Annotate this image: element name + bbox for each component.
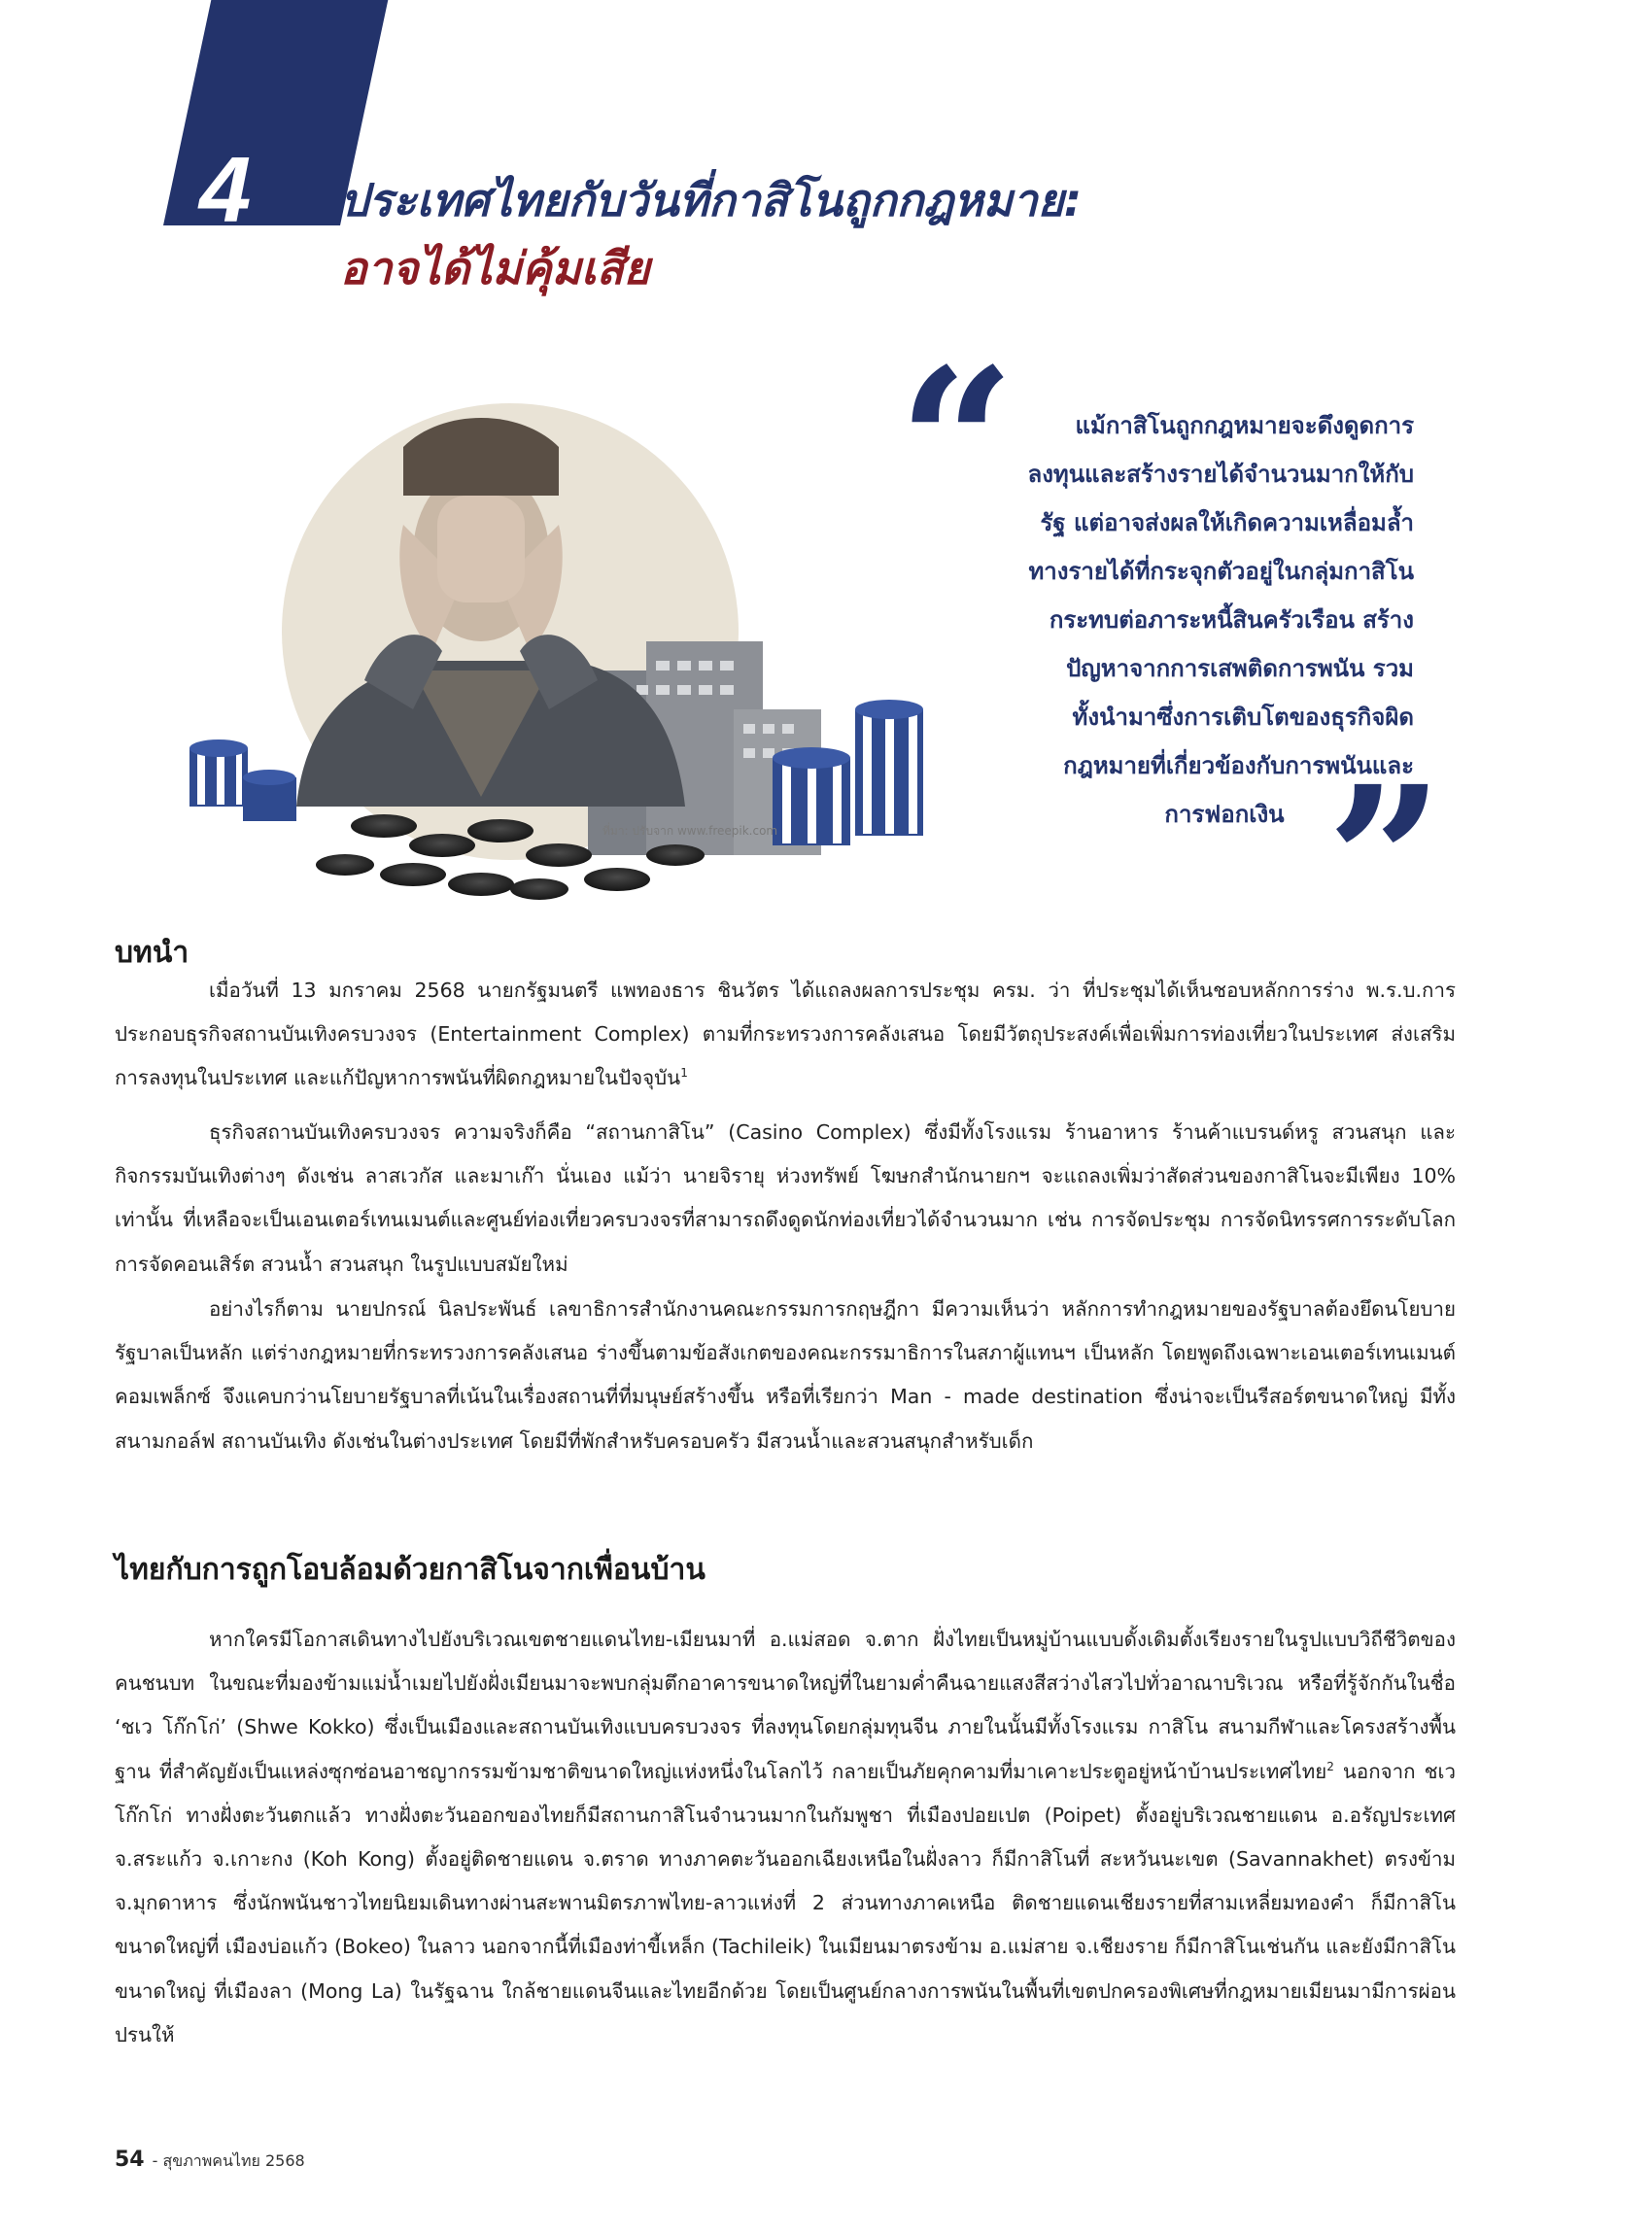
hero-illustration [189,389,967,904]
quote-line: กฎหมายที่เกี่ยวข้องกับการพนันและ [1063,752,1414,779]
publication-name: - สุขภาพคนไทย 2568 [152,2151,305,2170]
quote-line: ทางรายได้ที่กระจุกตัวอยู่ในกลุ่มกาสิโน [1028,558,1414,585]
chapter-number: 4 [199,138,252,242]
quote-line: ทั้งนำมาซึ่งการเติบโตของธุรกิจผิด [1072,704,1414,731]
footnote-ref: 1 [680,1066,688,1081]
chip-stack-left [189,739,296,821]
quote-line: กระทบต่อภาระหนี้สินครัวเรือน สร้าง [1049,606,1414,634]
paragraph-text: นอกจาก ชเว โก๊กโก่ ทางฝั่งตะวันตกแล้ว ทางฝั่งตะวันออกของไทยก็มีสถานกาสิโนจำนวนมากในกัมพูชา ที่เมืองปอยเปต (Poipet) ตั้งอยู่บริเวณชายแดน อ.อรัญประเทศ จ.สระแก้ว จ.เกาะกง (Koh Kong) ตั้งอยู่ติดชายแดน จ.ตราด ทางภาคตะวันออกเฉียงเหนือในฝั่งลาว ก็มีกาสิโนที่ สะหวันนะเขต (Savannakhet) ตรงข้าม จ.มุกดาหาร ซึ่งนักพนันชาวไทยนิยมเดินทางผ่านสะพานมิตรภาพไทย-ลาวแห่งที่ 2 ส่วนทางภาคเหนือ ติดชายแดนเชียงรายที่สามเหลี่ยมทองคำ ก็มีกาสิโนขนาดใหญ่ที่ เมืองบ่อแก้ว (Bokeo) ในลาว นอกจากนี้ที่เมืองท่าขี้เหล็ก (Tachileik) ในเมียนมาตรงข้าม อ.แม่สาย จ.เชียงราย ก็มีกาสิโนเช่นกัน และยังมีกาสิโนขนาดใหญ่ ที่เมืองลา (Mong La) ในรัฐฉาน ใกล้ชายแดนจีนและไทยอีกด้วย โดยเป็นศูนย์กลางการพนันในพื้นที่เขตปกครองพิเศษที่กฎหมายเมียนมามีการผ่อนปรนให้ [115,1759,1457,2046]
paragraph-text: หากใครมีโอกาสเดินทางไปยังบริเวณเขตชายแดนไทย-เมียนมาที่ อ.แม่สอด จ.ตาก ฝั่งไทยเป็นหมู่บ้านแบบดั้งเดิมตั้งเรียงรายในรูปแบบวิถีชีวิตของคนชนบท ในขณะที่มองข้ามแม่น้ำเมยไปยังฝั่งเมียนมาจะพบกลุ่มตึกอาคารขนาดใหญ่ที่ในยามค่ำคืนฉายแสงสีสว่างไสวไปทั่วอาณาบริเวณ หรือที่รู้จักกันในชื่อ ‘ชเว โก๊กโก่’ (Shwe Kokko) ซึ่งเป็นเมืองและสถานบันเทิงแบบครบวงจร ที่ลงทุนโดยกลุ่มทุนจีน ภายในนั้นมีทั้งโรงแรม กาสิโน สนามกีฬาและโครงสร้างพื้นฐาน ที่สำคัญยังเป็นแหล่งซุกซ่อนอาชญากรรมข้ามชาติขนาดใหญ่แห่งหนึ่งในโลกไว้ กลายเป็นภัยคุกคามที่มาเคาะประตูอยู่หน้าบ้านประเทศไทย [115,1628,1456,1783]
page-number: 54 [115,2148,145,2172]
intro-paragraph-1 [115,969,1456,1101]
quote-line: ปัญหาจากการเสพติดการพนัน รวม [1066,655,1414,682]
stressed-gambler-image [189,389,967,904]
chapter-title-line2: อาจได้ไม่คุ้มเสีย [340,242,650,294]
neighbors-paragraph [115,1618,1456,2057]
image-credit: ที่มา: ปรับจาก www.freepik.com [602,824,778,838]
neighbors-heading: ไทยกับการถูกโอบล้อมด้วยกาสิโนจากเพื่อนบ้าน [115,1553,706,1587]
intro-heading: บทนำ [115,936,189,970]
page-footer [115,2148,305,2174]
paragraph-text: เมื่อวันที่ 13 มกราคม 2568 นายกรัฐมนตรี แพทองธาร ชินวัตร ได้แถลงผลการประชุม ครม. ว่า ที่ประชุมได้เห็นชอบหลักการร่าง พ.ร.บ.การประกอบธุรกิจสถานบันเทิงครบวงจร (Entertainment Complex) ตามที่กระทรวงการคลังเสนอ โดยมีวัตถุประสงค์เพื่อเพิ่มการท่องเที่ยวในประเทศ ส่งเสริมการลงทุนในประเทศ และแก้ปัญหาการพนันที่ผิดกฎหมายในปัจจุบัน [115,979,1456,1090]
quote-line: แม้กาสิโนถูกกฎหมายจะดึงดูดการ [1075,412,1414,439]
chapter-title-line1: ประเทศไทยกับวันที่กาสิโนถูกกฎหมาย: [340,174,1083,226]
intro-paragraph-3: อย่างไรก็ตาม นายปกรณ์ นิลประพันธ์ เลขาธิการสำนักงานคณะกรรมการกฤษฎีกา มีความเห็นว่า หลักการทำกฎหมายของรัฐบาลต้องยึดนโยบายรัฐบาลเป็นหลัก แต่ร่างกฎหมายที่กระทรวงการคลังเสนอ ร่างขึ้นตามข้อสังเกตของคณะกรรมาธิการในสภาผู้แทนฯ เป็นหลัก โดยพูดถึงเฉพาะเอนเตอร์เทนเมนต์คอมเพล็กซ์ จึงแคบกว่านโยบายรัฐบาลที่เน้นในเรื่องสถานที่ที่มนุษย์สร้างขึ้น หรือที่เรียกว่า Man - made destination ซึ่งน่าจะเป็นรีสอร์ตขนาดใหญ่ มีทั้งสนามกอล์ฟ สถานบันเทิง ดังเช่นในต่างประเทศ โดยมีที่พักสำหรับครอบครัว มีสวนน้ำและสวนสนุกสำหรับเด็ก [115,1297,1456,1453]
open-quote-mark: “ [898,324,1015,564]
intro-paragraph-2: ธุรกิจสถานบันเทิงครบวงจร ความจริงก็คือ “สถานกาสิโน” (Casino Complex) ซึ่งมีทั้งโรงแรม ร้านอาหาร ร้านค้าแบรนด์หรู สวนสนุก และกิจกรรมบันเทิงต่างๆ ดังเช่น ลาสเวกัส และมาเก๊า นั่นเอง แม้ว่า นายจิรายุ ห่วงทรัพย์ โฆษกสำนักนายกฯ จะแถลงเพิ่มว่าสัดส่วนของกาสิโนจะมีเพียง 10% เท่านั้น ที่เหลือจะเป็นเอนเตอร์เทนเมนต์และศูนย์ท่องเที่ยวครบวงจรที่สามารถดึงดูดนักท่องเที่ยวได้จำนวนมาก เช่น การจัดประชุม การจัดนิทรรศการระดับโลก การจัดคอนเสิร์ต สวนน้ำ สวนสนุก ในรูปแบบสมัยใหม่ [115,1120,1456,1276]
close-quote-mark: ” [1326,741,1444,981]
quote-line: รัฐ แต่อาจส่งผลให้เกิดความเหลื่อมล้ำ [1040,509,1414,536]
quote-line: การฟอกเงิน [1164,801,1285,828]
quote-line: ลงทุนและสร้างรายได้จำนวนมากให้กับ [1027,461,1414,488]
footnote-ref: 2 [1326,1759,1334,1773]
